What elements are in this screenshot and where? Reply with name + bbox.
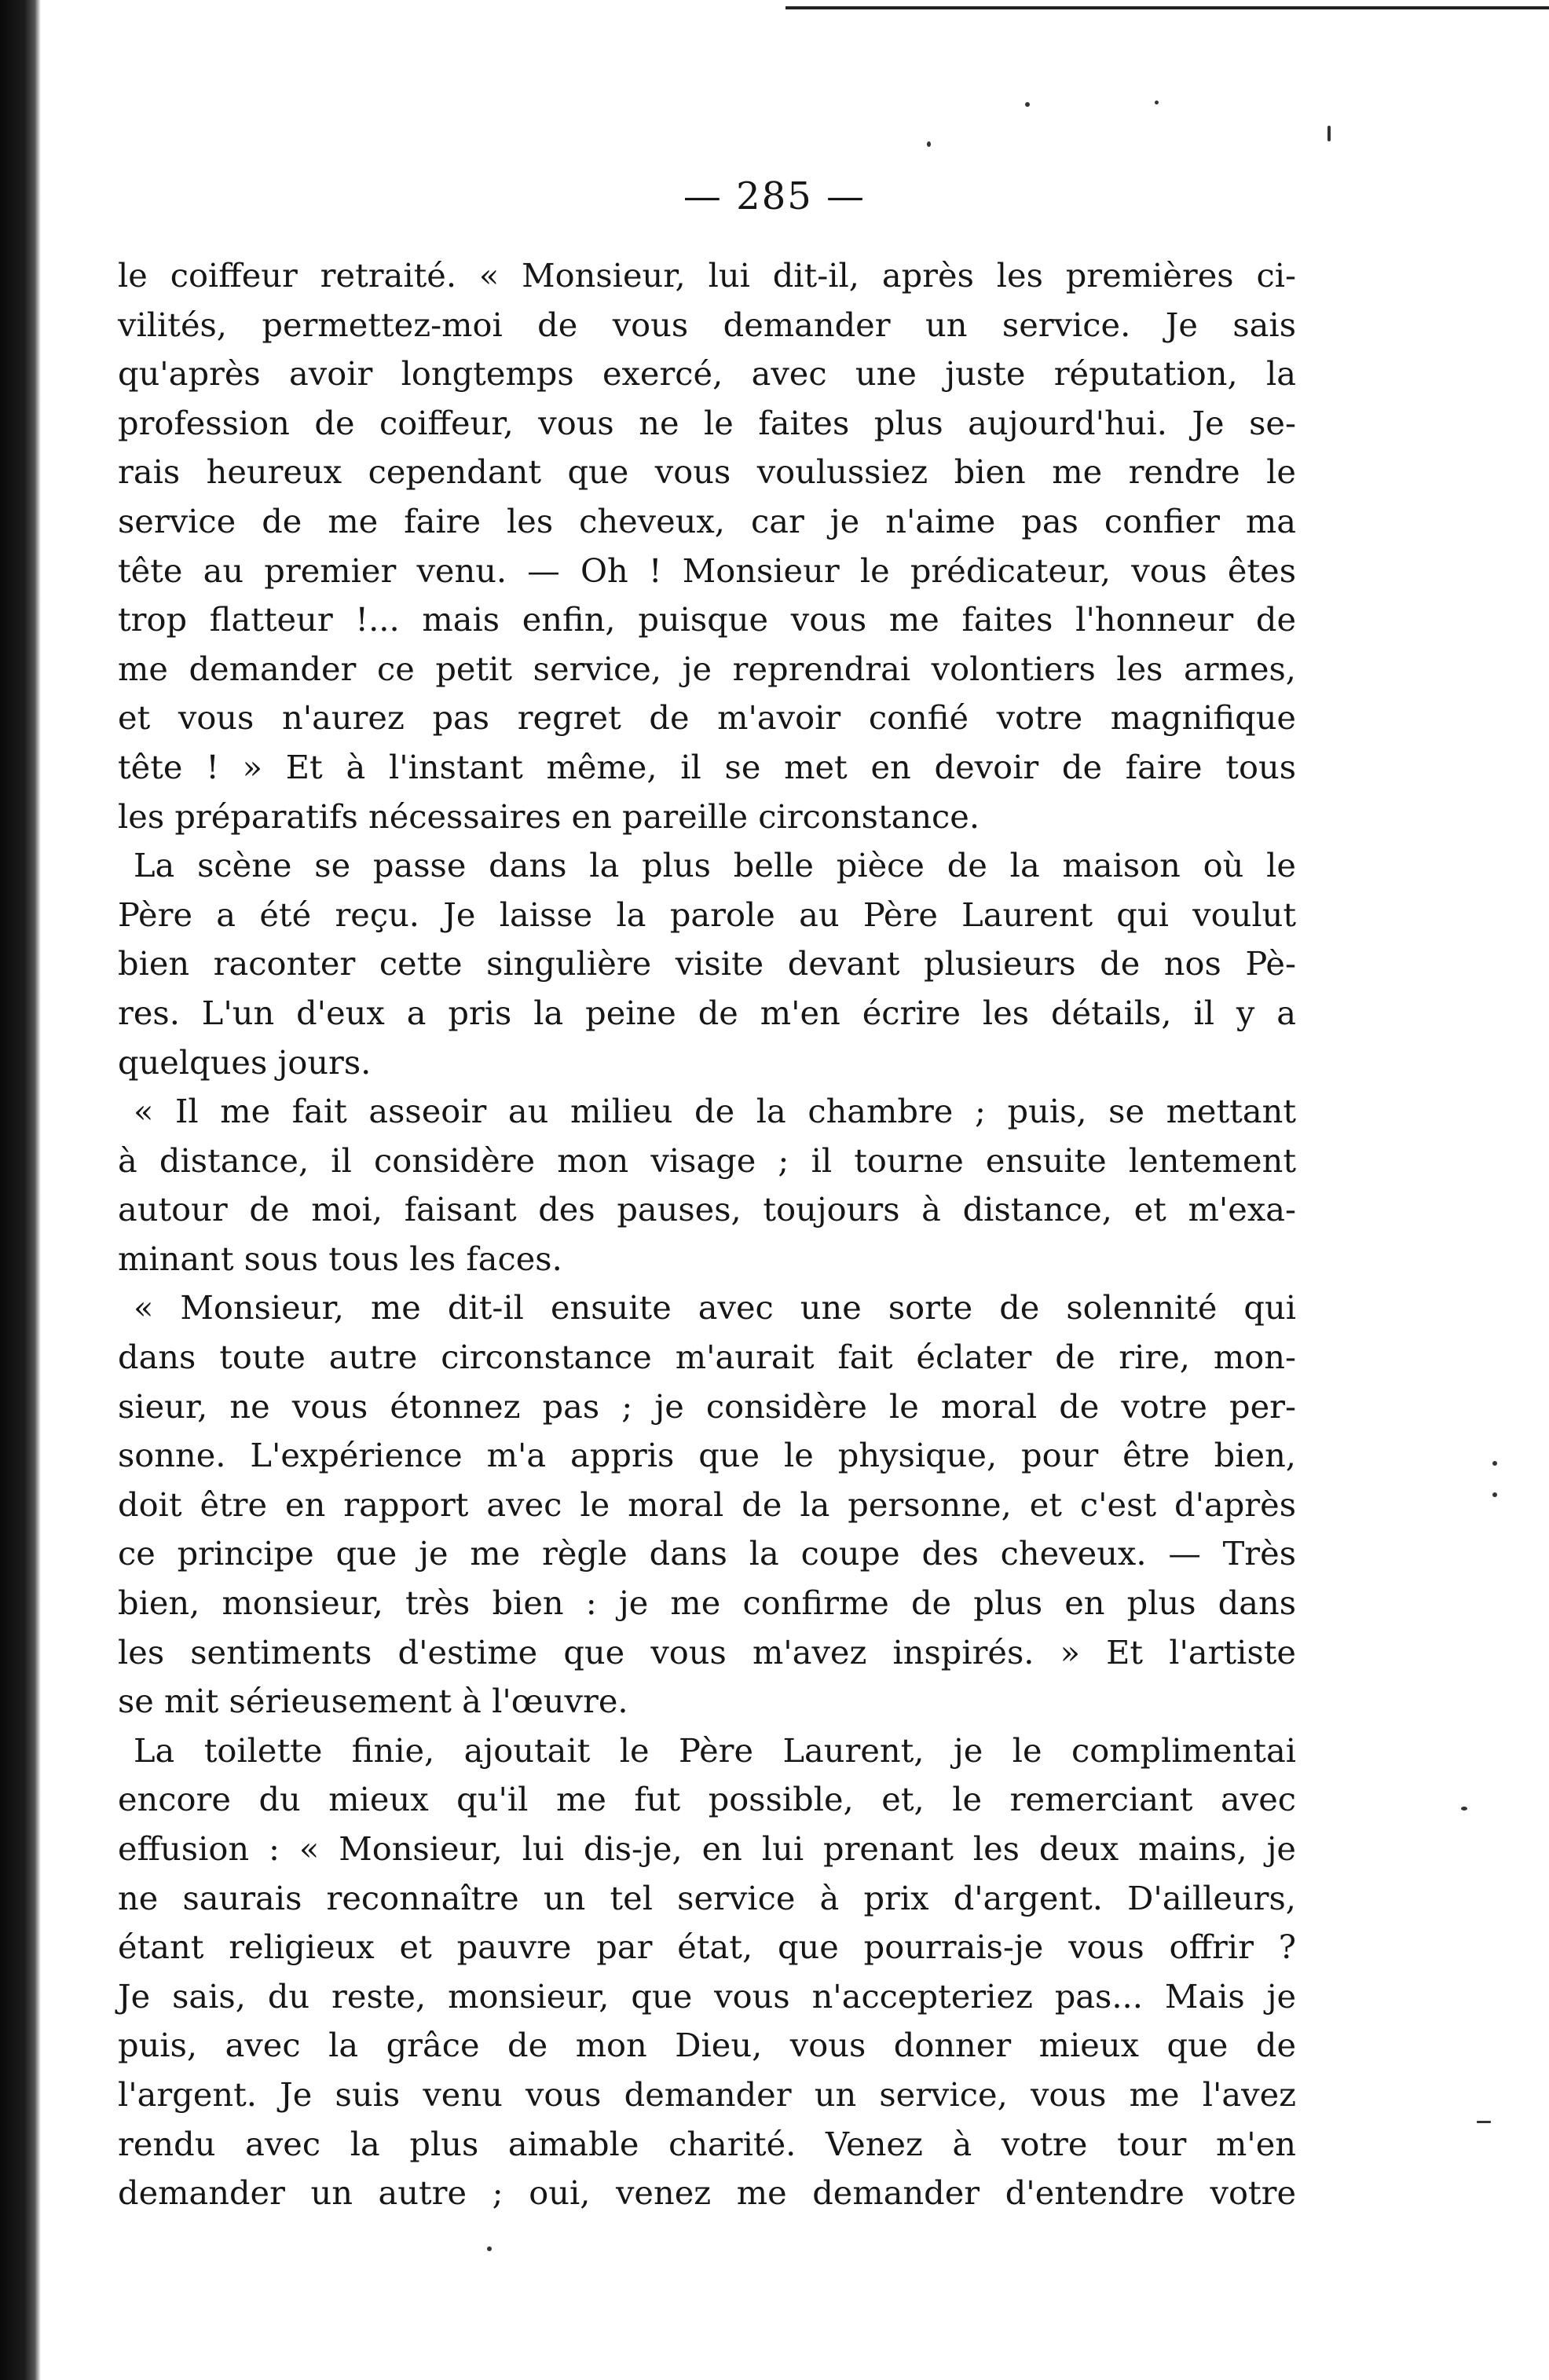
body-text bbox=[118, 251, 1296, 2218]
text-line: rendu avec la plus aimable charité. Venez à votre tour m'en bbox=[118, 2124, 1296, 2163]
scan-speck bbox=[1492, 1492, 1497, 1497]
scan-top-rule bbox=[785, 6, 1549, 9]
text-line: Je sais, du reste, monsieur, que vous n'accepteriez pas... Mais je bbox=[118, 1976, 1296, 2016]
scan-speck bbox=[1477, 2121, 1491, 2123]
scan-speck bbox=[1025, 102, 1030, 107]
text-line: « Il me fait asseoir au milieu de la chambre ; puis, se mettant bbox=[134, 1092, 1296, 1131]
text-line: bien, monsieur, très bien : je me confirme de plus en plus dans bbox=[118, 1584, 1296, 1623]
text-line: ce principe que je me règle dans la coupe des cheveux. — Très bbox=[118, 1534, 1296, 1573]
scan-speck bbox=[1492, 1461, 1497, 1466]
text-line: tête ! » Et à l'instant même, il se met en devoir de faire tous bbox=[118, 747, 1296, 786]
text-line: profession de coiffeur, vous ne le faites plus aujourd'hui. Je se- bbox=[118, 403, 1296, 442]
text-line: sieur, ne vous étonnez pas ; je considère le moral de votre per- bbox=[118, 1386, 1296, 1426]
text-line: La scène se passe dans la plus belle pièce de la maison où le bbox=[134, 846, 1296, 885]
scan-speck bbox=[487, 2246, 492, 2251]
text-line: demander un autre ; oui, venez me demander d'entendre votre bbox=[118, 2173, 1296, 2213]
text-line: « Monsieur, me dit-il ensuite avec une sorte de solennité qui bbox=[134, 1288, 1296, 1327]
text-line: tête au premier venu. — Oh ! Monsieur le prédicateur, vous êtes bbox=[118, 551, 1296, 590]
text-line: quelques jours. bbox=[118, 1042, 372, 1082]
text-line: se mit sérieusement à l'œuvre. bbox=[118, 1682, 628, 1721]
text-line: ne saurais reconnaître un tel service à prix d'argent. D'ailleurs, bbox=[118, 1878, 1296, 1917]
text-line: l'argent. Je suis venu vous demander un service, vous me l'avez bbox=[118, 2074, 1296, 2114]
text-line: à distance, il considère mon visage ; il tourne ensuite lentement bbox=[118, 1141, 1296, 1180]
text-line: trop flatteur !... mais enfin, puisque vous me faites l'honneur de bbox=[118, 600, 1296, 639]
text-line: res. L'un d'eux a pris la peine de m'en écrire les détails, il y a bbox=[118, 993, 1296, 1032]
text-line: minant sous tous les faces. bbox=[118, 1239, 562, 1278]
text-line: dans toute autre circonstance m'aurait fait éclater de rire, mon- bbox=[118, 1338, 1296, 1377]
text-line: service de me faire les cheveux, car je n'aime pas confier ma bbox=[118, 501, 1296, 540]
scan-speck bbox=[1461, 1807, 1467, 1811]
page-number: — 285 — bbox=[683, 174, 866, 218]
scan-speck bbox=[1155, 101, 1159, 104]
text-line: sonne. L'expérience m'a appris que le physique, pour être bien, bbox=[118, 1436, 1296, 1475]
text-line: autour de moi, faisant des pauses, toujours à distance, et m'exa- bbox=[118, 1190, 1296, 1229]
scan-speck bbox=[927, 141, 931, 147]
text-line: me demander ce petit service, je reprendrai volontiers les armes, bbox=[118, 649, 1296, 688]
text-line: puis, avec la grâce de mon Dieu, vous donner mieux que de bbox=[118, 2026, 1296, 2065]
text-line: étant religieux et pauvre par état, que pourrais-je vous offrir ? bbox=[118, 1928, 1296, 1967]
text-line: doit être en rapport avec le moral de la personne, et c'est d'après bbox=[118, 1485, 1296, 1524]
text-line: La toilette finie, ajoutait le Père Laurent, je le complimentai bbox=[134, 1730, 1296, 1770]
text-line: les sentiments d'estime que vous m'avez inspirés. » Et l'artiste bbox=[118, 1632, 1296, 1671]
text-line: et vous n'aurez pas regret de m'avoir confié votre magnifique bbox=[118, 698, 1296, 738]
text-line: les préparatifs nécessaires en pareille circonstance. bbox=[118, 796, 980, 836]
text-line: rais heureux cependant que vous voulussiez bien me rendre le bbox=[118, 452, 1296, 492]
text-line: encore du mieux qu'il me fut possible, et, le remerciant avec bbox=[118, 1780, 1296, 1819]
scan-speck bbox=[1327, 126, 1331, 141]
scan-binding-edge bbox=[0, 0, 41, 2380]
text-line: Père a été reçu. Je laisse la parole au Père Laurent qui voulut bbox=[118, 895, 1296, 934]
text-line: effusion : « Monsieur, lui dis-je, en lui prenant les deux mains, je bbox=[118, 1829, 1296, 1868]
text-line: vilités, permettez-moi de vous demander un service. Je sais bbox=[118, 305, 1296, 344]
text-line: bien raconter cette singulière visite devant plusieurs de nos Pè- bbox=[118, 944, 1296, 983]
text-line: le coiffeur retraité. « Monsieur, lui dit-il, après les premières ci- bbox=[118, 256, 1296, 295]
text-line: qu'après avoir longtemps exercé, avec une juste réputation, la bbox=[118, 354, 1296, 394]
